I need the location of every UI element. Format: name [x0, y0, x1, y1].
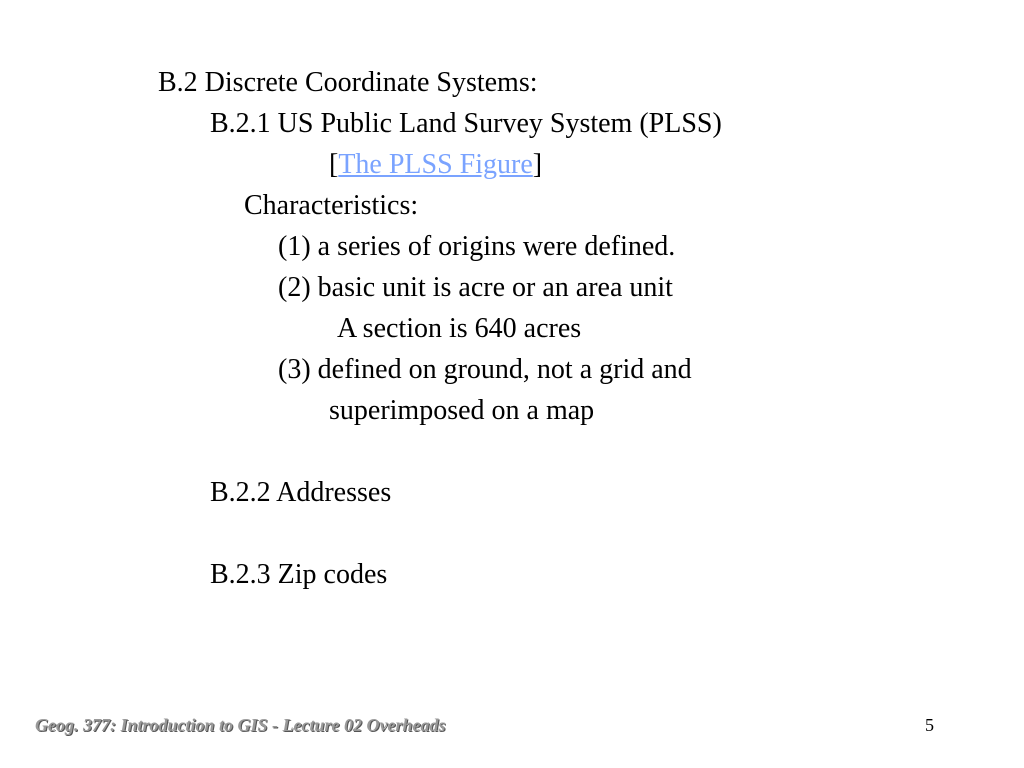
subsection-zip-codes-title: B.2.3 Zip codes	[210, 559, 388, 590]
footer-course-title: Geog. 377: Introduction to GIS - Lecture 02 Overheads	[35, 715, 446, 735]
subsection-addresses-title: B.2.2 Addresses	[210, 477, 392, 508]
subsection-plss-title: B.2.1 US Public Land Survey System (PLSS)	[210, 108, 722, 139]
page-number: 5	[925, 715, 934, 735]
plss-figure-link[interactable]: The PLSS Figure	[338, 149, 533, 180]
characteristic-item-2: (2) basic unit is acre or an area unit	[278, 272, 673, 303]
characteristic-item-2-detail: A section is 640 acres	[337, 313, 582, 344]
characteristic-item-3: (3) defined on ground, not a grid and	[278, 354, 692, 385]
characteristic-item-1: (1) a series of origins were defined.	[278, 231, 676, 262]
section-heading: B.2 Discrete Coordinate Systems:	[158, 67, 538, 98]
characteristics-label: Characteristics:	[244, 190, 419, 221]
bracket-close: ]	[532, 149, 543, 180]
bracket-open: [	[329, 149, 339, 180]
characteristic-item-3-continued: superimposed on a map	[329, 395, 595, 426]
plss-figure-reference	[329, 148, 542, 182]
